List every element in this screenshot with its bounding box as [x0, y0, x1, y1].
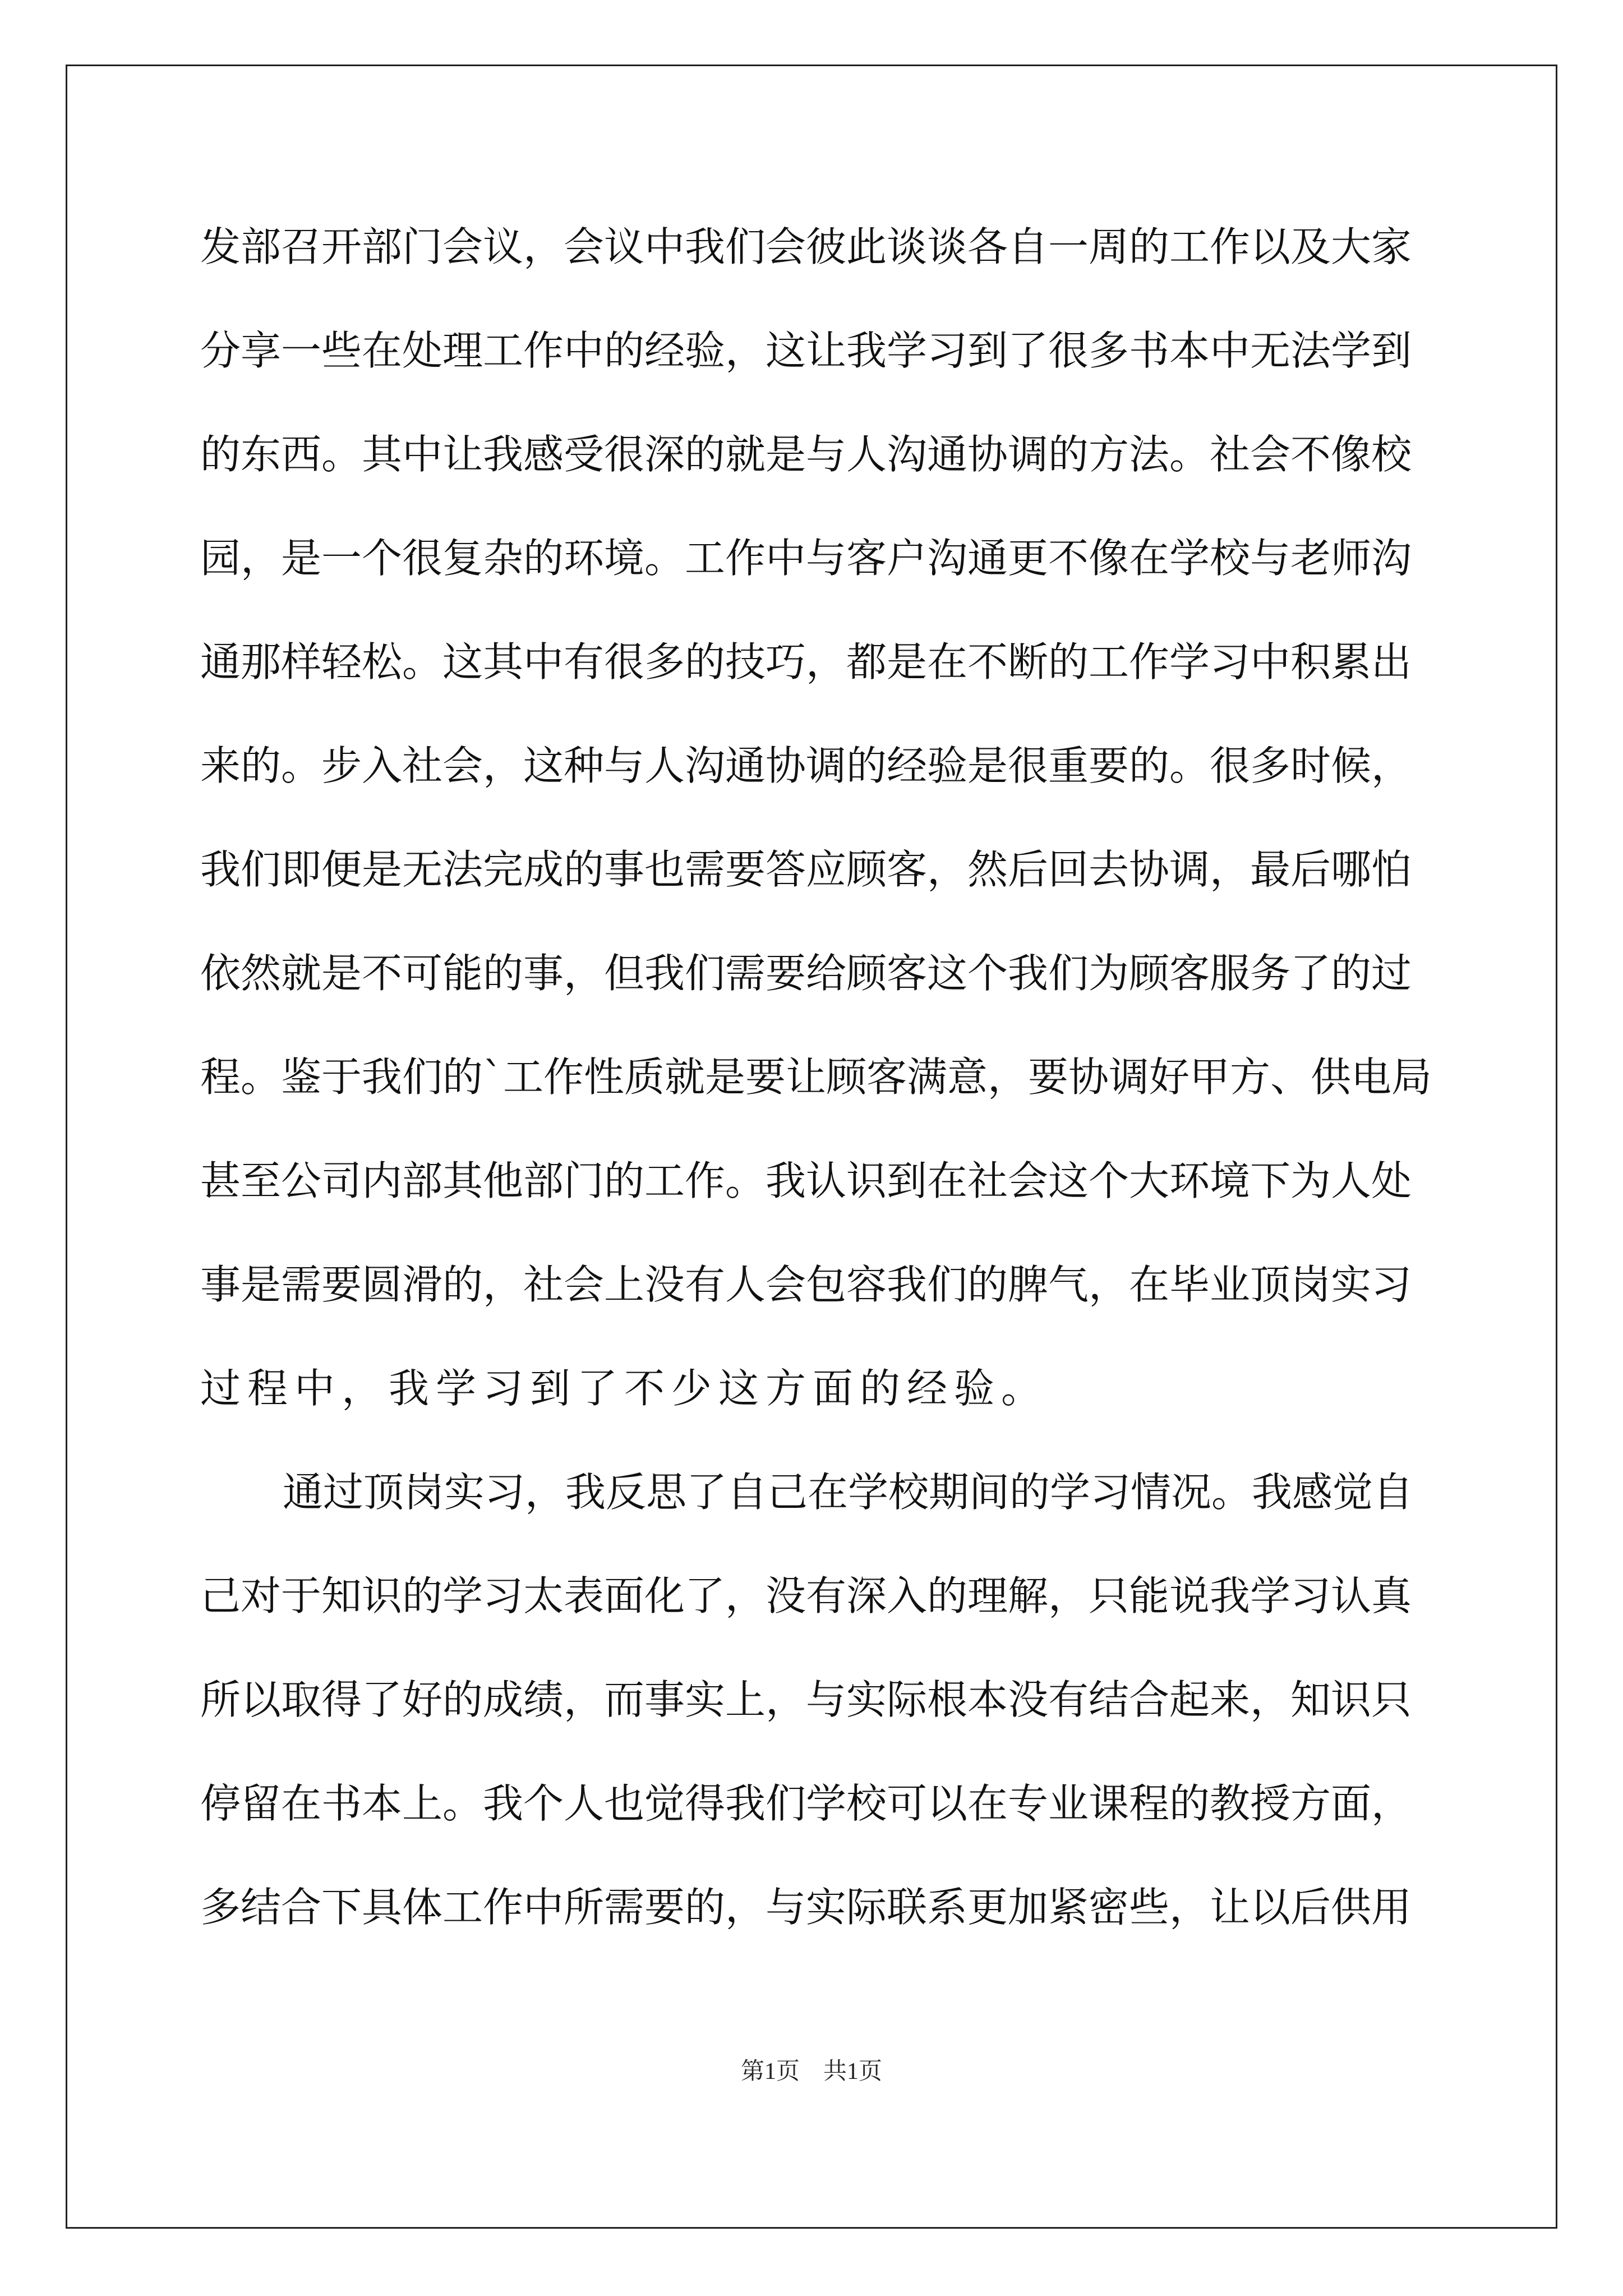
text-line: 园，是一个很复杂的环境。工作中与客户沟通更不像在学校与老师沟: [200, 535, 1412, 582]
text-line: 甚至公司内部其他部门的工作。我认识到在社会这个大环境下为人处: [200, 1157, 1412, 1204]
page-number: 第1页 共1页: [740, 2059, 882, 2085]
text-line: 依然就是不可能的事，但我们需要给顾客这个我们为顾客服务了的过: [200, 950, 1412, 997]
text-line: 过程中，我学习到了不少这方面的经验。: [200, 1365, 1049, 1412]
text-line-paragraph-start: 通过顶岗实习，我反思了自己在学校期间的学习情况。我感觉自: [283, 1469, 1414, 1516]
text-line: 的东西。其中让我感受很深的就是与人沟通协调的方法。社会不像校: [200, 431, 1412, 478]
text-line: 我们即便是无法完成的事也需要答应顾客，然后回去协调，最后哪怕: [200, 846, 1412, 893]
text-line: 己对于知识的学习太表面化了，没有深入的理解，只能说我学习认真: [200, 1572, 1412, 1619]
text-line: 通那样轻松。这其中有很多的技巧，都是在不断的工作学习中积累出: [200, 638, 1412, 685]
text-line: 来的。步入社会，这种与人沟通协调的经验是很重要的。很多时候，: [200, 742, 1412, 789]
text-line: 停留在书本上。我个人也觉得我们学校可以在专业课程的教授方面，: [200, 1780, 1412, 1827]
text-line: 程。鉴于我们的`工作性质就是要让顾客满意，要协调好甲方、供电局: [200, 1053, 1432, 1101]
text-line: 所以取得了好的成绩，而事实上，与实际根本没有结合起来，知识只: [200, 1676, 1412, 1723]
text-line: 多结合下具体工作中所需要的，与实际联系更加紧密些，让以后供用: [200, 1884, 1412, 1931]
text-line: 事是需要圆滑的，社会上没有人会包容我们的脾气，在毕业顶岗实习: [200, 1261, 1412, 1308]
text-line: 分享一些在处理工作中的经验，这让我学习到了很多书本中无法学到: [200, 327, 1412, 374]
text-line: 发部召开部门会议，会议中我们会彼此谈谈各自一周的工作以及大家: [200, 223, 1412, 270]
